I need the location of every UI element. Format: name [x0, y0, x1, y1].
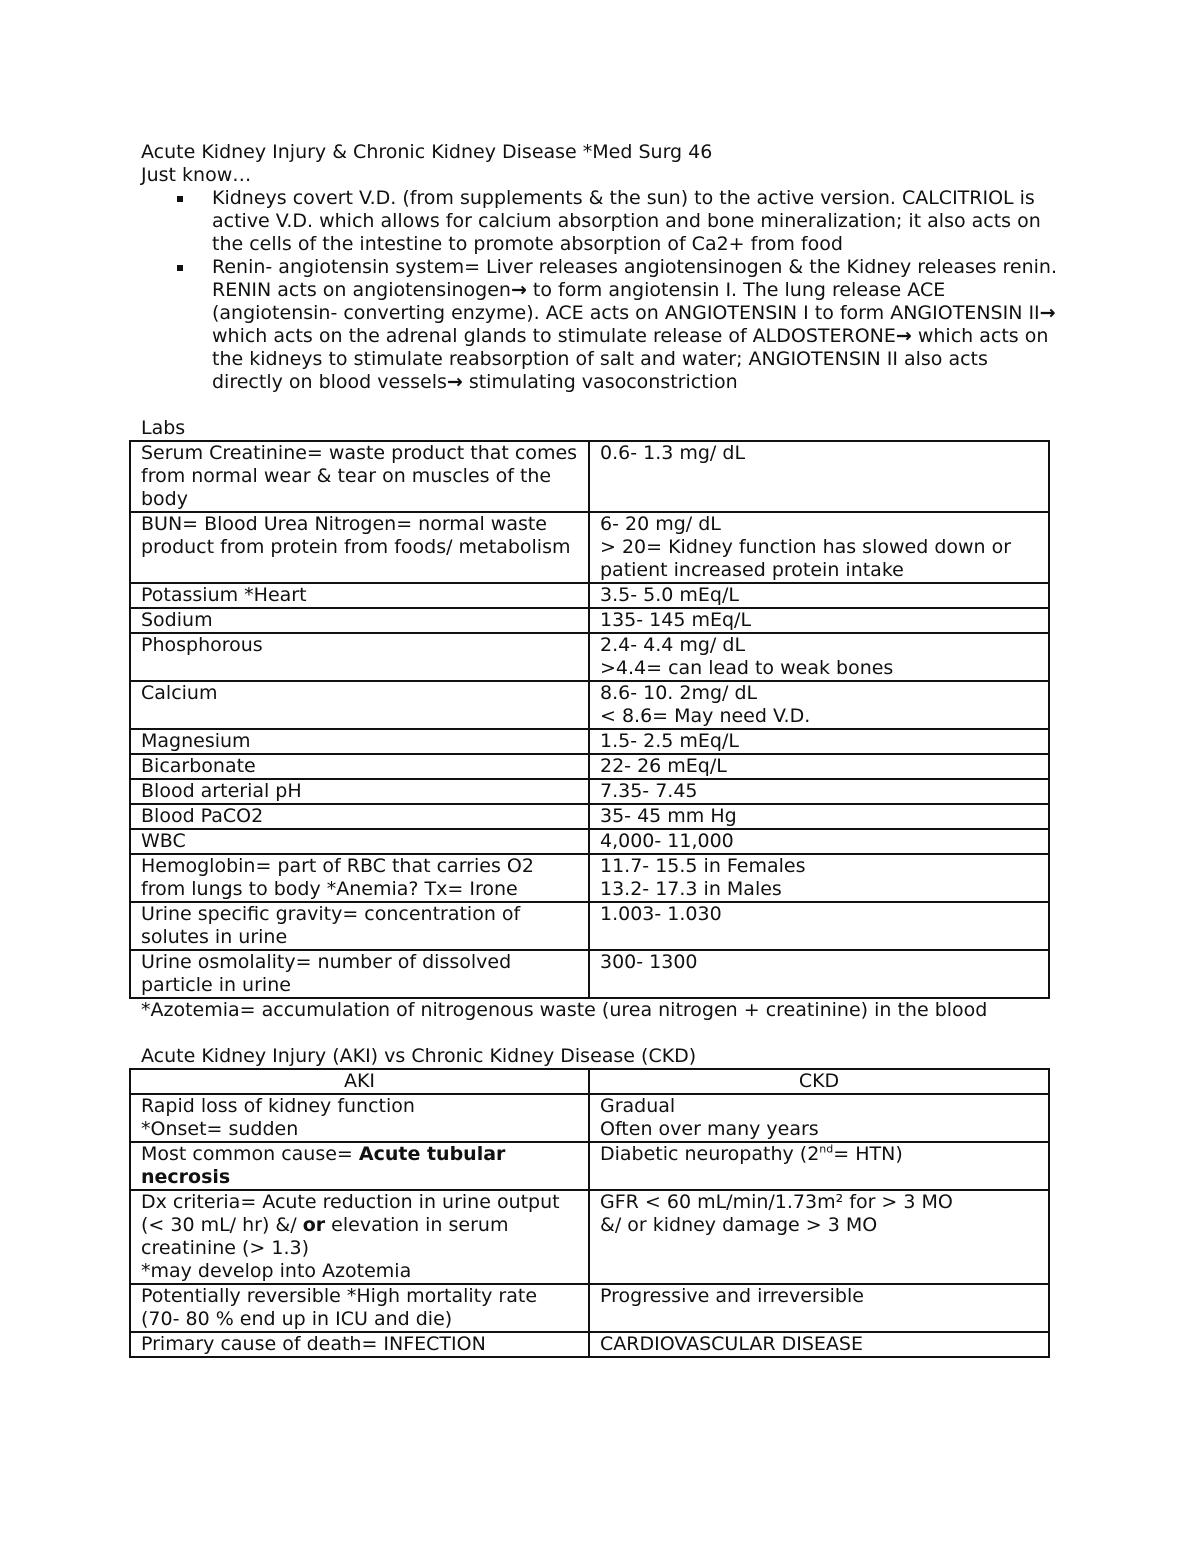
cell-line: &/ or kidney damage > 3 MO [600, 1214, 878, 1236]
note-vitamin-d [141, 187, 1062, 256]
lab-range-cell [589, 829, 1049, 854]
lab-range-cell [589, 779, 1049, 804]
cell-text: = HTN) [833, 1143, 903, 1165]
lab-name-cell: Sodium [130, 608, 589, 633]
table-row [130, 804, 1049, 829]
range-note: >4.4= can lead to weak bones [600, 657, 894, 679]
note-raas [141, 256, 1062, 394]
lab-name-cell: Phosphorous [130, 633, 589, 681]
document-subtitle: Just know… [141, 164, 252, 186]
range-line: 2.4- 4.4 mg/ dL [600, 634, 746, 656]
ckd-cell: Progressive and irreversible [589, 1284, 1049, 1332]
table-row [130, 829, 1049, 854]
cell-line: Gradual [600, 1095, 676, 1117]
square-bullet-icon [177, 265, 183, 271]
arrow-right-icon: → [446, 371, 463, 393]
lab-range-cell [589, 633, 1049, 681]
lab-range-cell [589, 512, 1049, 583]
range-line: 35- 45 mm Hg [600, 805, 737, 827]
aki-cell: Primary cause of death= INFECTION [130, 1332, 589, 1357]
note-text: to form angiotensin I. The lung release ACE (angiotensin- converting enzyme). ACE acts on ANGIOTENSIN I to form ANGIOTENSIN II [212, 279, 1040, 324]
cell-line: *Onset= sudden [141, 1118, 299, 1140]
table-row [130, 854, 1049, 902]
range-note: > 20= Kidney function has slowed down or patient increased protein intake [600, 536, 1012, 581]
arrow-right-icon: → [895, 325, 912, 347]
lab-name-cell: Urine osmolality= number of dissolved particle in urine [130, 950, 589, 998]
table-row [130, 681, 1049, 729]
table-row [130, 512, 1049, 583]
lab-range-cell [589, 854, 1049, 902]
table-row [130, 1332, 1049, 1357]
ckd-cell [589, 1094, 1049, 1142]
aki-cell: Potentially reversible *High mortality rate (70- 80 % end up in ICU and die) [130, 1284, 589, 1332]
range-line: 135- 145 mEq/L [600, 609, 752, 631]
note-text: which acts on the kidneys to stimulate reabsorption of salt and water; ANGIOTENSIN II also acts directly on blood vessels [212, 325, 1049, 393]
range-line: 11.7- 15.5 in Females [600, 855, 806, 877]
arrow-right-icon: → [1039, 302, 1056, 324]
table-row [130, 754, 1049, 779]
range-line: 0.6- 1.3 mg/ dL [600, 442, 746, 464]
range-line: 6- 20 mg/ dL [600, 513, 721, 535]
lab-range-cell [589, 583, 1049, 608]
ckd-cell [589, 1190, 1049, 1284]
notes-list [141, 187, 1061, 394]
range-note: < 8.6= May need V.D. [600, 705, 811, 727]
lab-name-cell: Calcium [130, 681, 589, 729]
document-page [141, 141, 1061, 1358]
cell-text: Diabetic neuropathy (2 [600, 1143, 820, 1165]
lab-range-cell [589, 804, 1049, 829]
lab-name-cell: WBC [130, 829, 589, 854]
aki-cell [130, 1190, 589, 1284]
range-line: 8.6- 10. 2mg/ dL [600, 682, 758, 704]
range-line: 4,000- 11,000 [600, 830, 734, 852]
table-row [130, 729, 1049, 754]
range-line: 1.003- 1.030 [600, 903, 722, 925]
note-text: stimulating vasoconstriction [462, 371, 738, 393]
cell-text: elevation in serum creatinine (> 1.3) [141, 1214, 509, 1259]
table-row [130, 441, 1049, 512]
range-line: 300- 1300 [600, 951, 698, 973]
table-row [130, 1190, 1049, 1284]
cell-text-bold: Acute tubular necrosis [141, 1143, 506, 1188]
lab-name-cell: Blood arterial pH [130, 779, 589, 804]
ckd-cell [589, 1142, 1049, 1190]
lab-range-cell [589, 608, 1049, 633]
lab-name-cell: Magnesium [130, 729, 589, 754]
range-line: 3.5- 5.0 mEq/L [600, 584, 739, 606]
labs-heading: Labs [141, 417, 186, 439]
lab-name-cell: Potassium *Heart [130, 583, 589, 608]
aki-cell [130, 1142, 589, 1190]
lab-range-cell [589, 950, 1049, 998]
cell-line: Rapid loss of kidney function [141, 1095, 415, 1117]
ckd-cell: CARDIOVASCULAR DISEASE [589, 1332, 1049, 1357]
lab-range-cell [589, 754, 1049, 779]
cell-line: Often over many years [600, 1118, 819, 1140]
table-row [130, 950, 1049, 998]
note-text: Kidneys covert V.D. (from supplements & the sun) to the active version. CALCITRIOL is active V.D. which allows for calcium absorption and bone mineralization; it also acts on the cells of the intestine to promote absorption of Ca2+ from food [212, 187, 1041, 255]
range-line: 7.35- 7.45 [600, 780, 698, 802]
table-row [130, 608, 1049, 633]
table-row [130, 1094, 1049, 1142]
note-text: Renin- angiotensin system= Liver releases angiotensinogen & the Kidney releases renin. RENIN acts on angiotensinogen [212, 256, 1058, 301]
lab-name-cell: Bicarbonate [130, 754, 589, 779]
table-row [130, 1284, 1049, 1332]
lab-range-cell [589, 441, 1049, 512]
lab-name-cell: Urine specific gravity= concentration of solutes in urine [130, 902, 589, 950]
table-header-row [130, 1069, 1049, 1094]
comparison-table [129, 1068, 1050, 1358]
comparison-heading: Acute Kidney Injury (AKI) vs Chronic Kidney Disease (CKD) [141, 1045, 697, 1067]
ordinal-superscript: nd [819, 1142, 834, 1156]
lab-range-cell [589, 729, 1049, 754]
table-row [130, 1142, 1049, 1190]
lab-range-cell [589, 902, 1049, 950]
cell-text: Dx criteria= Acute reduction in urine output (< 30 mL/ hr) &/ [141, 1191, 560, 1236]
cell-line: GFR < 60 mL/min/1.73m² for > 3 MO [600, 1191, 953, 1213]
range-line: 22- 26 mEq/L [600, 755, 727, 777]
labs-table [129, 440, 1050, 999]
table-row [130, 633, 1049, 681]
table-row [130, 902, 1049, 950]
lab-range-cell [589, 681, 1049, 729]
lab-name-cell: BUN= Blood Urea Nitrogen= normal waste product from protein from foods/ metabolism [130, 512, 589, 583]
document-title: Acute Kidney Injury & Chronic Kidney Disease *Med Surg 46 [141, 141, 713, 163]
lab-name-cell: Serum Creatinine= waste product that comes from normal wear & tear on muscles of the body [130, 441, 589, 512]
square-bullet-icon [177, 196, 183, 202]
lab-name-cell: Hemoglobin= part of RBC that carries O2 from lungs to body *Anemia? Tx= Irone [130, 854, 589, 902]
cell-line [141, 1191, 578, 1260]
arrow-right-icon: → [510, 279, 527, 301]
cell-line: *may develop into Azotemia [141, 1260, 412, 1282]
column-header-ckd: CKD [589, 1069, 1049, 1094]
cell-text-bold: or [302, 1214, 326, 1236]
table-row [130, 779, 1049, 804]
note-text: which acts on the adrenal glands to stimulate release of ALDOSTERONE [212, 325, 896, 347]
azotemia-footnote: *Azotemia= accumulation of nitrogenous waste (urea nitrogen + creatinine) in the blood [141, 999, 988, 1021]
range-line: 1.5- 2.5 mEq/L [600, 730, 739, 752]
lab-name-cell: Blood PaCO2 [130, 804, 589, 829]
table-row [130, 583, 1049, 608]
range-note: 13.2- 17.3 in Males [600, 878, 782, 900]
cell-text: Most common cause= [141, 1143, 359, 1165]
aki-cell [130, 1094, 589, 1142]
column-header-aki: AKI [130, 1069, 589, 1094]
